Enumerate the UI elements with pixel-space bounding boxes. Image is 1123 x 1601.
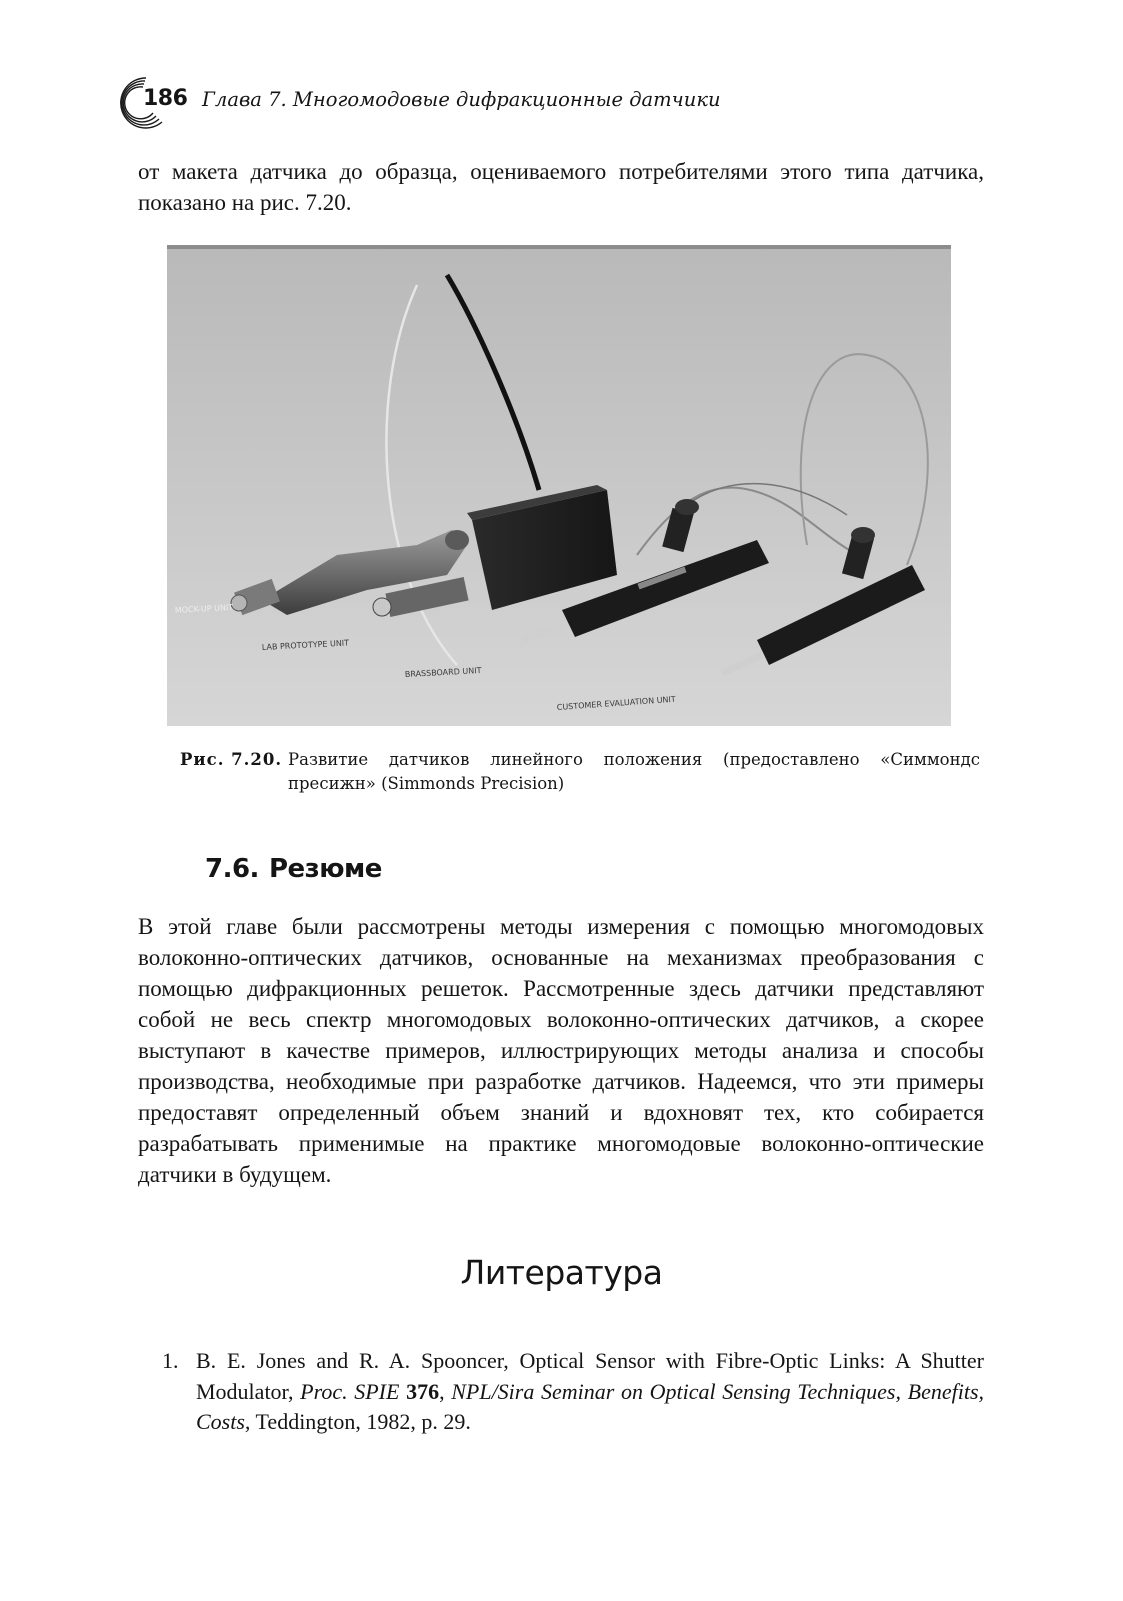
- caption-label: Рис. 7.20.: [180, 750, 283, 769]
- section-title: Резюме: [268, 854, 382, 884]
- reference-authors: B. E. Jones and R. A. Spooncer, Optical Sensor with Fibre-Optic Links: A Shutter Modulator,: [196, 1348, 984, 1404]
- figure-photo: [167, 245, 951, 726]
- reference-separator: ,: [439, 1378, 452, 1404]
- reference-series: NPL/Sira Seminar on Optical Sensing Techniques, Benefits, Costs,: [196, 1378, 984, 1434]
- unit-label-1: MOCK-UP UNIT: [174, 602, 234, 615]
- summary-paragraph: В этой главе были рассмотрены методы измерения с помощью многомодовых волоконно-оптических датчиков, основанные на механизмах преобразования с помощью дифракционных решеток. Рассмотренные здесь датчики представляют собой не весь спектр многомодовых волоконно-оптических датчиков, а скорее выступают в качестве примеров, иллюстрирующих методы анализа и способы производства, необходимые при разработке датчиков. Надеемся, что эти примеры предоставят определенный объем знаний и вдохновят тех, кто собирается разрабатывать применимые на практике многомодовые волоконно-оптические датчики в будущем.: [138, 914, 984, 1187]
- caption-text: Развитие датчиков линейного положения (предоставлено «Симмондс пресижн» (Simmonds Precision): [288, 750, 980, 793]
- section-number: 7.6.: [205, 854, 259, 884]
- unit-label-4: CUSTOMER EVALUATION UNIT: [556, 694, 677, 712]
- reference-volume: 376: [406, 1378, 440, 1404]
- sensor-photo-illustration: [167, 245, 951, 726]
- running-title: Глава 7. Многомодовые дифракционные датчики: [202, 88, 721, 111]
- intro-paragraph: от макета датчика до образца, оцениваемого потребителями этого типа датчика, показано на рис. 7.20.: [138, 159, 984, 215]
- unit-label-3: BRASSBOARD UNIT: [404, 665, 482, 679]
- reference-tail: Teddington, 1982, p. 29.: [250, 1409, 471, 1434]
- running-header: [110, 72, 1010, 132]
- unit-label-2: LAB PROTOTYPE UNIT: [261, 638, 350, 652]
- literature-heading: Литература: [460, 1253, 663, 1292]
- reference-journal: Proc. SPIE: [300, 1378, 400, 1404]
- page-number: 186: [143, 86, 188, 111]
- section-heading: [205, 854, 382, 884]
- reference-number: 1.: [162, 1348, 179, 1373]
- reference-text: [196, 1346, 984, 1438]
